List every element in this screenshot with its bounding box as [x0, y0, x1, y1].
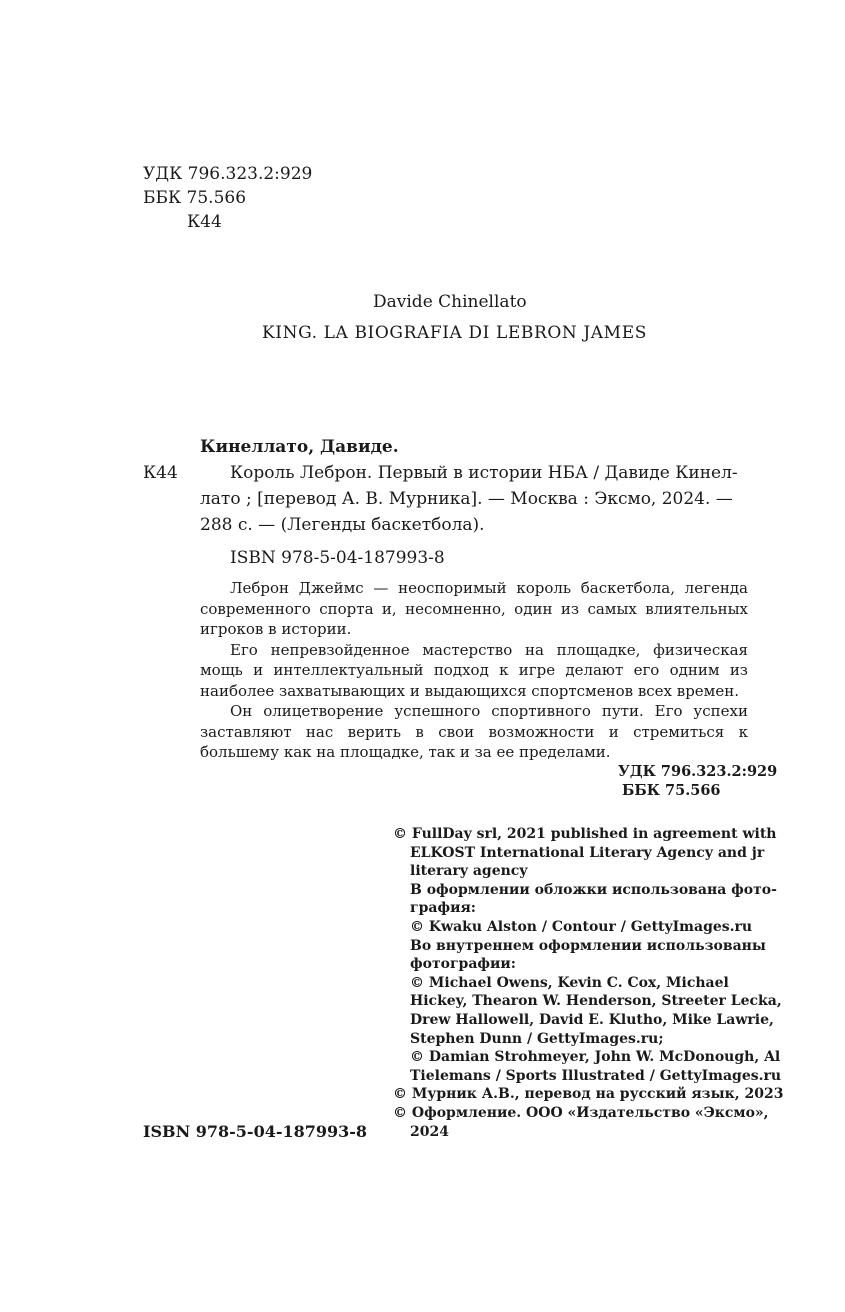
author-sign: К44: [187, 212, 222, 232]
original-title: KING. LA BIOGRAFIA DI LEBRON JAMES: [262, 323, 647, 343]
bbk-code: ББК 75.566: [143, 188, 247, 208]
credit-line: © Мурник А.В., перевод на русский язык, 2023: [393, 1086, 784, 1103]
footer-isbn: ISBN 978-5-04-187993-8: [143, 1122, 368, 1141]
credit-line: Stephen Dunn / GettyImages.ru;: [410, 1030, 664, 1047]
record-isbn: ISBN 978-5-04-187993-8: [230, 548, 445, 568]
record-sign: К44: [143, 463, 178, 483]
annotation-paragraph: Леброн Джеймс — неоспоримый король баскетбола, легенда современного спорта и, несомненно, один из самых влиятельных игроков в истории.: [200, 579, 748, 638]
annotation: [200, 578, 748, 763]
credit-line: © Kwaku Alston / Contour / GettyImages.ru: [410, 918, 753, 935]
annotation-paragraph: Он олицетворение успешного спортивного пути. Его успехи заставляют нас верить в свои возможности и стремиться к большему как на площадке, так и за ее пределами.: [200, 702, 748, 761]
credit-line: Hickey, Thearon W. Henderson, Streeter Lecka,: [410, 993, 782, 1010]
record-heading: Кинеллато, Давиде.: [200, 437, 399, 457]
credit-line: Во внутреннем оформлении использованы: [410, 937, 766, 954]
credit-line: Tielemans / Sports Illustrated / GettyImages.ru: [410, 1067, 782, 1084]
credit-line: © FullDay srl, 2021 published in agreement with: [393, 826, 777, 842]
original-author: Davide Chinellato: [373, 292, 527, 312]
credit-line: © Оформление. ООО «Издательство «Эксмо»,: [393, 1104, 769, 1121]
record-line-2: лато ; [перевод А. В. Мурника]. — Москва : Эксмо, 2024. —: [200, 489, 733, 509]
index-bbk: ББК 75.566: [622, 782, 721, 799]
credit-line: © Damian Strohmeyer, John W. McDonough, Al: [410, 1049, 781, 1066]
credit-line: © Michael Owens, Kevin C. Cox, Michael: [410, 974, 729, 991]
credit-line: literary agency: [410, 863, 528, 880]
credit-line: Drew Hallowell, David E. Klutho, Mike Lawrie,: [410, 1011, 774, 1028]
annotation-paragraph: Его непревзойденное мастерство на площадке, физическая мощь и интеллектуальный подход к игре делают его одним из наиболее захватывающих и выдающихся спортсменов всех времен.: [200, 640, 748, 700]
credit-line: фотографии:: [410, 956, 516, 973]
record-line-1: Король Леброн. Первый в истории НБА / Давиде Кинел-: [230, 463, 738, 483]
udk-code: УДК 796.323.2:929: [143, 164, 313, 184]
credit-line: В оформлении обложки использована фото-: [410, 881, 777, 898]
copyright-credits: [393, 825, 784, 1141]
credit-line: ELKOST International Literary Agency and jr: [410, 844, 765, 861]
index-udk: УДК 796.323.2:929: [618, 763, 778, 780]
credit-line: 2024: [410, 1123, 449, 1140]
credit-line: графия:: [410, 900, 476, 917]
record-line-3: 288 с. — (Легенды баскетбола).: [200, 515, 485, 535]
